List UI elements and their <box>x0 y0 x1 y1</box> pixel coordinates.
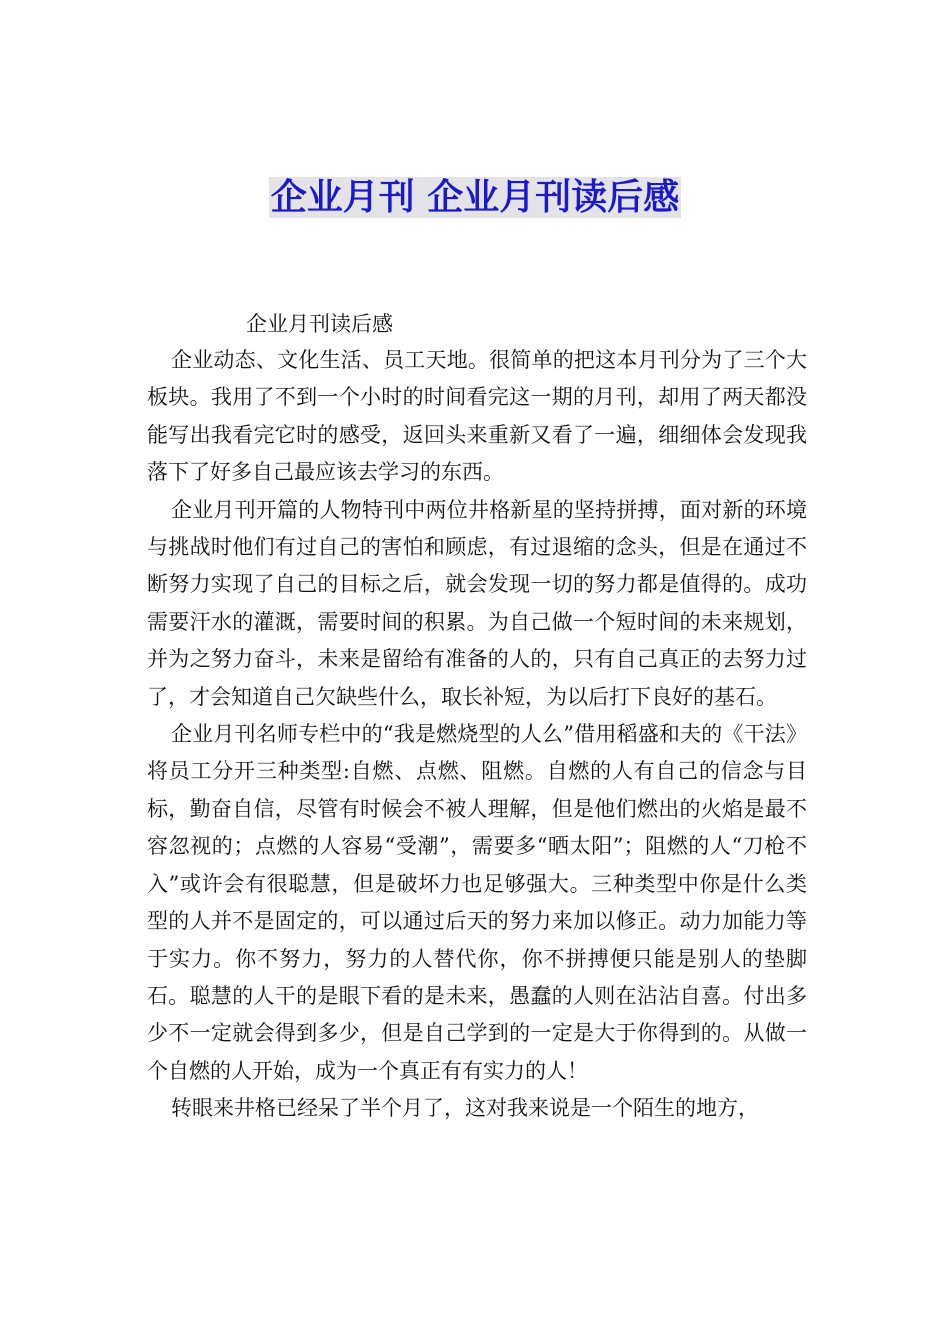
paragraph-2: 企业月刊开篇的人物特刊中两位井格新星的坚持拼搏，面对新的环境与挑战时他们有过自己的害怕和顾虑，有过退缩的念头，但是在通过不断努力实现了自己的目标之后，就会发现一切的努力都是值得的。成功需要汗水的灌溉，需要时间的积累。为自己做一个短时间的未来规划，并为之努力奋斗，未来是留给有准备的人的，只有自己真正的去努力过了，才会知道自己欠缺些什么，取长补短，为以后打下良好的基石。 <box>147 497 807 709</box>
document-title: 企业月刊 企业月刊读后感 <box>270 177 680 218</box>
paragraph-1: 企业动态、文化生活、员工天地。很简单的把这本月刊分为了三个大板块。我用了不到一个小时的时间看完这一期的月刊，却用了两天都没能写出我看完它时的感受，返回头来重新又看了一遍，细细体会发现我落下了好多自己最应该去学习的东西。 <box>147 348 807 485</box>
paragraph-4: 转眼来井格已经呆了半个月了，这对我来说是一个陌生的地方， <box>171 1096 759 1121</box>
article-subtitle: 企业月刊读后感 <box>246 312 393 336</box>
paragraph-3: 企业月刊名师专栏中的“我是燃烧型的人么”借用稻盛和夫的《干法》将员工分开三种类型:自燃、点燃、阻燃。自燃的人有自己的信念与目标，勤奋自信，尽管有时候会不被人理解，但是他们燃出的火焰是最不容忽视的；点燃的人容易“受潮”，需要多“晒太阳”；阻燃的人“刀枪不入”或许会有很聪慧，但是破坏力也足够强大。三种类型中你是什么类型的人并不是固定的，可以通过后天的努力来加以修正。动力加能力等于实力。你不努力，努力的人替代你，你不拼搏便只能是别人的垫脚石。聪慧的人干的是眼下看的是未来，愚蠢的人则在沾沾自喜。付出多少不一定就会得到多少，但是自己学到的一定是大于你得到的。从做一个自燃的人开始，成为一个真正有有实力的人！ <box>147 722 807 1083</box>
document-title-container <box>0 172 950 224</box>
article-body <box>147 342 807 1128</box>
